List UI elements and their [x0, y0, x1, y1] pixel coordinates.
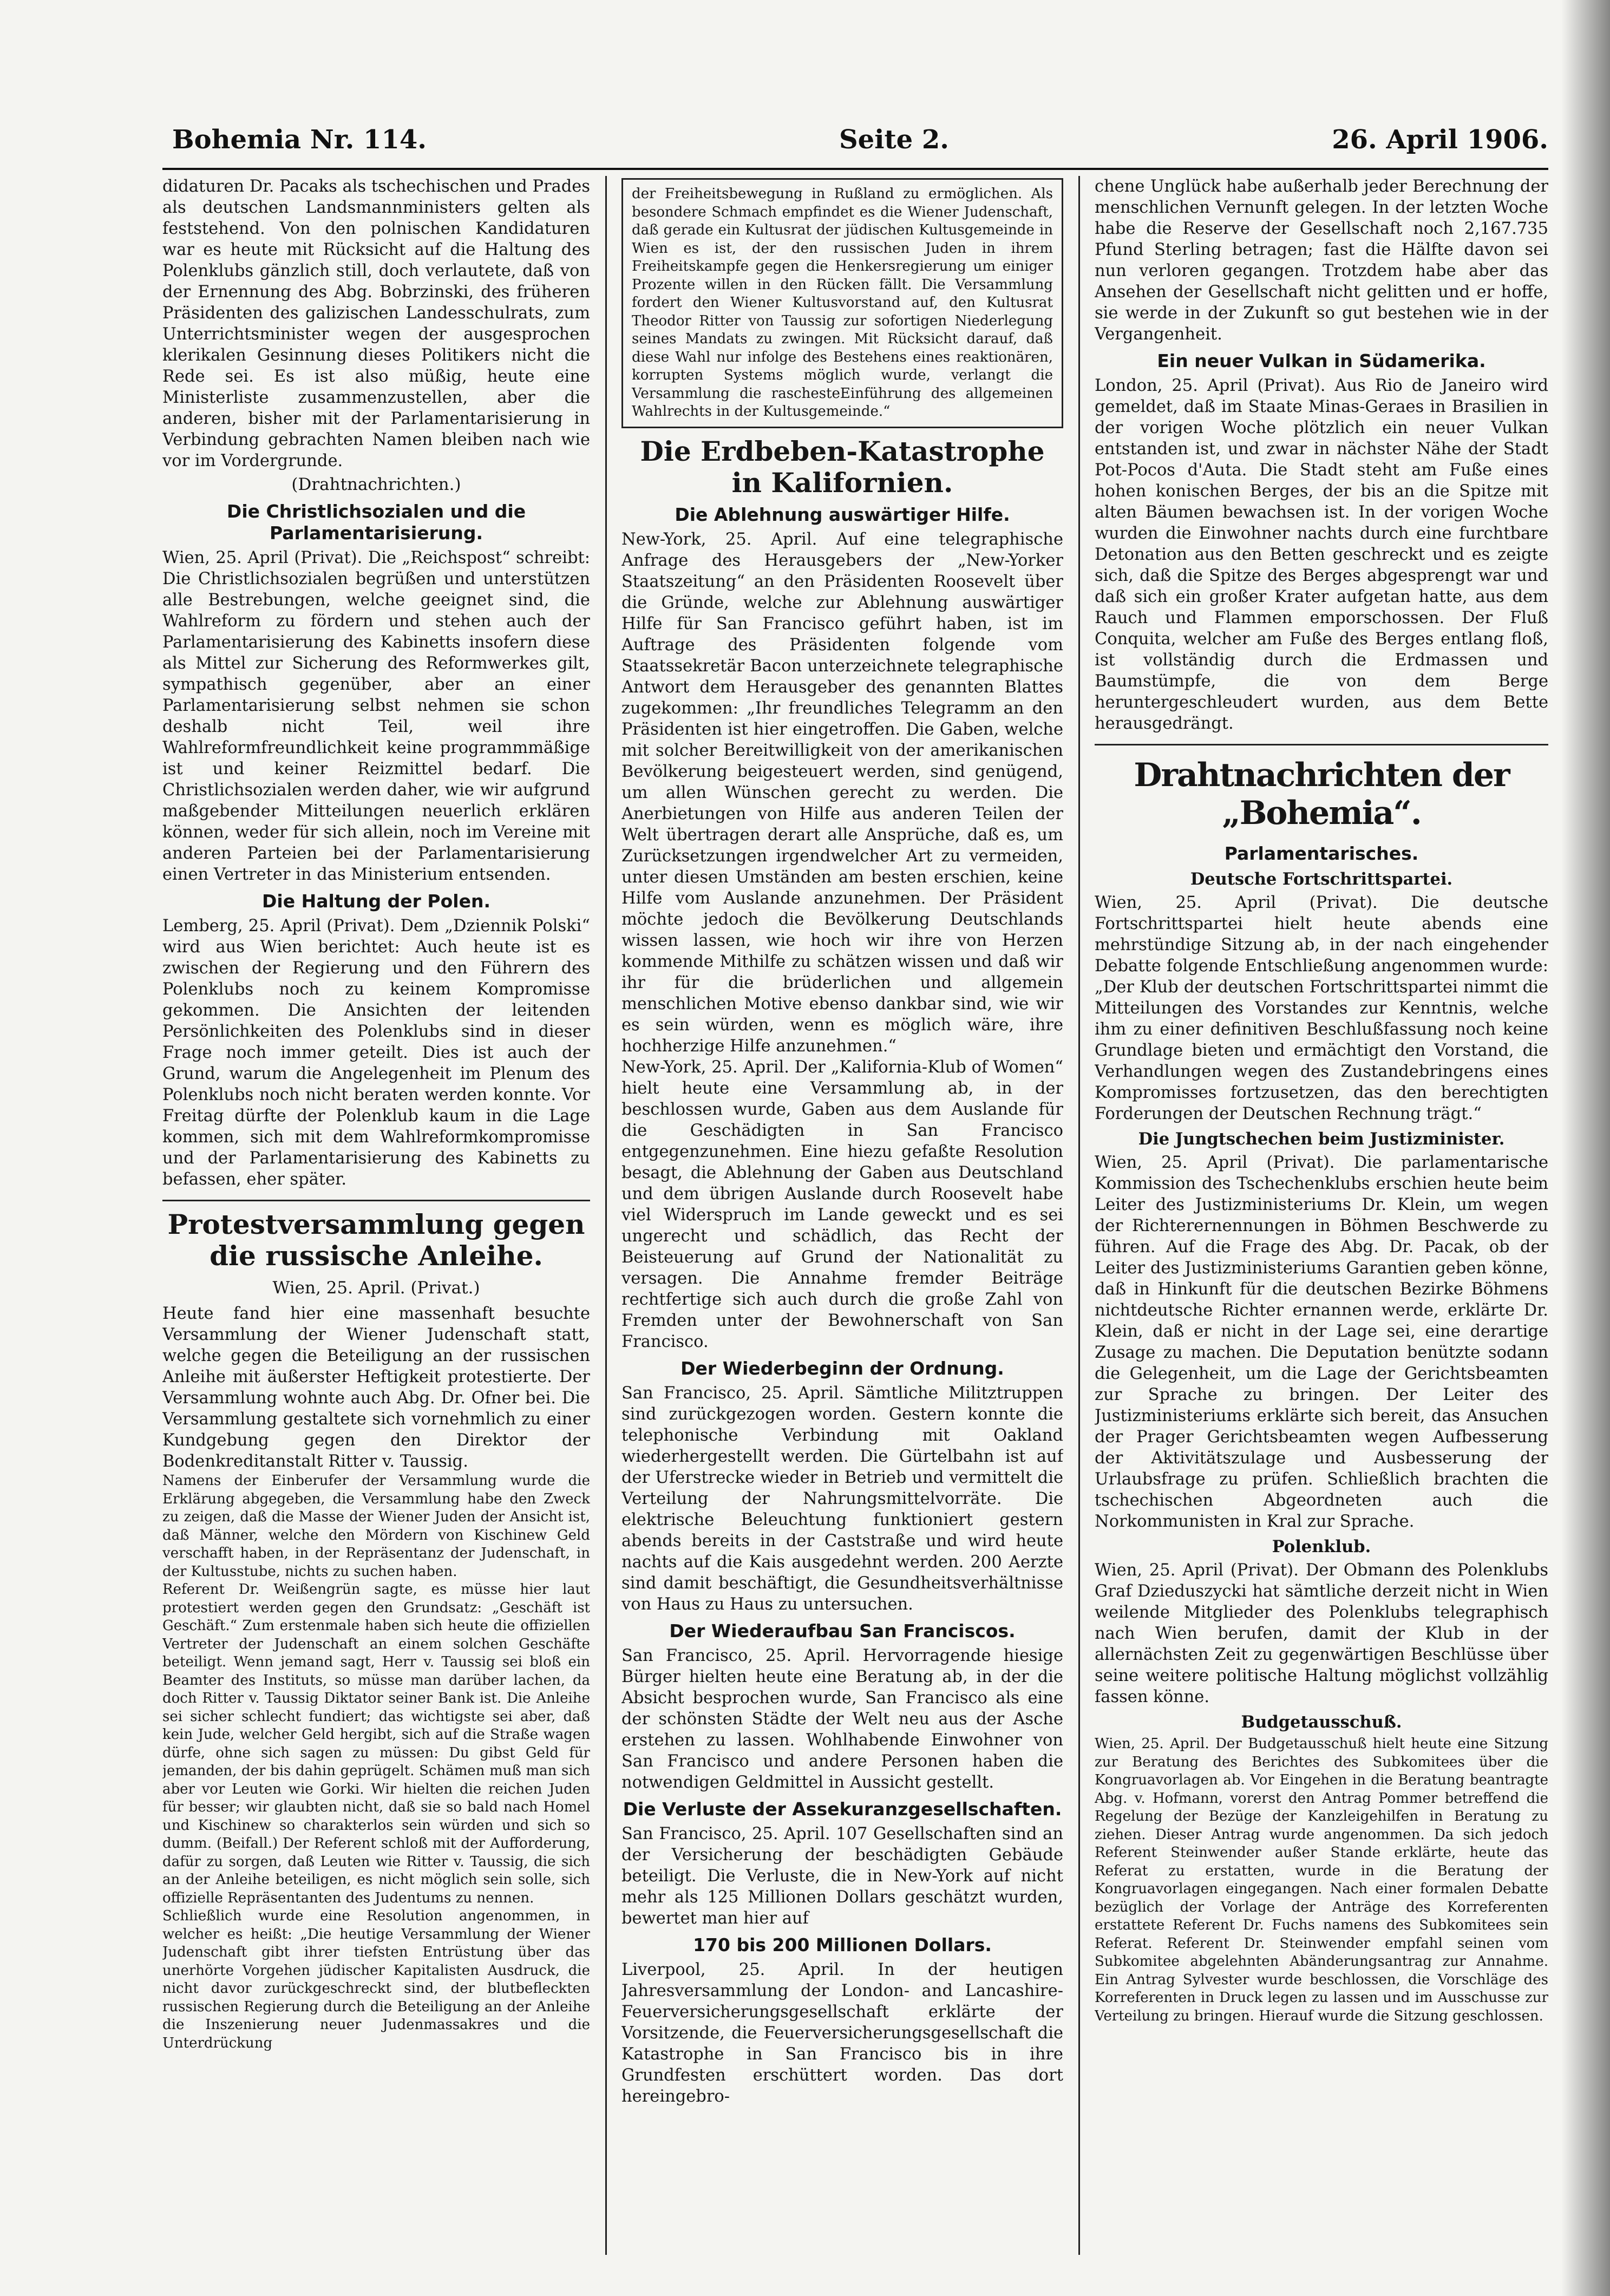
article-subheadline: Der Wiederaufbau San Franciscos. — [669, 1620, 1016, 1641]
article-subheadline: Die Verluste der Assekuranzgesellschaften. — [623, 1798, 1062, 1820]
column-3 — [1095, 176, 1548, 2255]
divider — [1095, 744, 1548, 745]
header-masthead: Bohemia Nr. 114. — [172, 125, 427, 155]
article-headline: Die Haltung der Polen. — [262, 891, 490, 912]
article-text: New-York, 25. April. Der „Kalifornia-Klub of Women“ hielt heute eine Versammlung ab, in der beschlossen wurde, Gaben aus dem Auslande für die Geschädigten in San Francisco entgegenzunehmen. Eine hiezu gefaßte Resolution besagt, die Ablehnung der Gaben aus Deutschland und dem übrigen Auslande durch Roosevelt habe viel Widerspruch im Lande geweckt und es sei ungerecht und schädlich, das Recht der Beisteuerung auf Grund der Nationalität zu versagen. Die Annahme fremder Beiträge rechtfertige sich auch durch die große Zahl von Fremden unter der Bewohnerschaft von San Francisco. — [621, 1057, 1063, 1351]
scan-edge-shadow — [1561, 0, 1610, 2296]
article-text: New-York, 25. April. Auf eine telegraphische Anfrage des Herausgebers der „New-Yorker Staatszeitung“ an den Präsidenten Roosevelt über die Gründe, welche zur Ablehnung auswärtiger Hilfe für San Francisco geführt haben, ist im Auftrage des Präsidenten folgende vom Staatssekretär Bacon unterzeichnete telegraphische Antwort dem Herausgeber des genannten Blattes zugekommen: „Ihr freundliches Telegramm an den Präsidenten ist hier eingetroffen. Die Gaben, welche mit solcher Bereitwilligkeit von der amerikanischen Bevölkerung beigesteuert werden, sind genügend, um allen Wünschen gerecht zu werden. Die Anerbietungen von Hilfe aus anderen Teilen der Welt übertragen derart alle Ansprüche, daß es, um Zurücksetzungen irgendwelcher Art zu vermeiden, unter diesen Umständen am besten erschien, keine Hilfe vom Auslande anzunehmen. Der Präsident möchte jedoch die Bevölkerung Deutschlands wissen lassen, wie hoch wir ihre von Herzen kommende Mithilfe zu schätzen wissen und daß wir ihr für die brüderlichen und allgemein menschlichen Motive ebenso dankbar sind, wie wir es sein würden, wenn es möglich wäre, ihre hochherzige Hilfe anzunehmen.“ — [621, 529, 1063, 1056]
article-text: chene Unglück habe außerhalb jeder Berechnung der menschlichen Vernunft gelegen. In der letzten Woche habe die Reserve der Gesellschaft noch 2,167.735 Pfund Sterling betragen; fast die Hälfte davon sei nun verloren gegangen. Trotzdem habe aber das Ansehen der Gesellschaft nicht gelitten und er hoffe, sie werde in der Zukunft so gut bestehen wie in der Vergangenheit. — [1095, 177, 1548, 344]
newspaper-page — [162, 125, 1548, 2258]
article-text-small: Wien, 25. April. Der Budgetausschuß hielt heute eine Sitzung zur Beratung des Berichtes des Subkomitees über die Kongruavorlagen ab. Vor Eingehen in die Beratung beantragte Abg. v. Hofmann, vorerst den Antrag Pommer betreffend die Regelung der Bezüge der Kanzleigehilfen in Beratung zu ziehen. Dieser Antrag wurde angenommen. Da sich jedoch Referent Steinwender außer Stande erklärte, heute das Referat zu erstatten, wurde in die Beratung der Kongruavorlagen eingegangen. Nach einer formalen Debatte bezüglich der Vorlage der Anträge des Korreferenten erstattete Referent Dr. Fuchs namens des Subkomitees sein Referat. Referent Dr. Steinwender empfahl seinen vom Subkomitee abgelehnten Abänderungsantrag zur Annahme. Ein Antrag Sylvester wurde beschlossen, die Vorschläge des Korreferenten in Druck legen zu lassen und im Ausschusse zur Verteilung zu bringen. Hierauf wurde die Sitzung geschlossen. — [1095, 1736, 1548, 2024]
article-text: Liverpool, 25. April. In der heutigen Jahresversammlung der London- and Lancashire-Feuerversicherungsgesellschaft erklärte der Vorsitzende, die Feuerversicherungsgesellschaft die Katastrophe in San Francisco bis in ihre Grundfesten erschüttert worden. Das dort hereingebro- — [621, 1960, 1063, 2106]
continued-box — [621, 178, 1063, 428]
article-text: Lemberg, 25. April (Privat). Dem „Dziennik Polski“ wird aus Wien berichtet: Auch heute ist es zwischen der Regierung und den Führern des Polenklubs noch zu keinem Kompromisse gekommen. Die Ansichten der leitenden Persönlichkeiten des Polenklubs sind in dieser Frage noch immer geteilt. Dies ist auch der Grund, warum die Angelegenheit im Plenum des Polenklubs noch nicht beraten werden konnte. Vor Freitag dürfte der Polenklub kaum in die Lage kommen, sich mit dem Wahlreformkompromisse und der Parlamentarisierung des Kabinetts zu befassen, eher später. — [162, 917, 590, 1189]
column-1 — [162, 176, 590, 2255]
article-text: didaturen Dr. Pacaks als tschechischen und Prades als deutschen Landsmannministers gelten als feststehend. Von den polnischen Kandidaturen war es heute mit Rücksicht auf die Haltung des Polenklubs gänzlich still, doch verlautete, daß von der Ernennung des Abg. Bobrzinski, des früheren Präsidenten des galizischen Landesschulrats, zum Unterrichtsminister wegen der ausgesprochen klerikalen Gesinnung dieses Politikers nicht die Rede sei. Es ist also müßig, heute eine Ministerliste zusammenzustellen, aber die anderen, bisher mit der Parlamentarisierung in Verbindung gebrachten Namen bleiben nach wie vor im Vordergrunde. — [162, 177, 590, 470]
article-subheadline: Die Jungtschechen beim Justizminister. — [1138, 1129, 1505, 1149]
page-header — [162, 125, 1548, 170]
article-text-small: Namens der Einberufer der Versammlung wurde die Erklärung abgegeben, die Versammlung habe den Zweck zu zeigen, daß die Masse der Wiener Juden der Ansicht ist, daß Männer, welche den Mördern von Kischinew Geld verschafft haben, in der Repräsentanz der Judenschaft, in der Kultusstube, nichts zu suchen haben. — [162, 1473, 590, 1580]
article-subheadline: Polenklub. — [1272, 1537, 1371, 1556]
section-label: (Drahtnachrichten.) — [291, 475, 461, 494]
article-text-small: Referent Dr. Weißengrün sagte, es müsse hier laut protestiert werden gegen den Grundsatz: „Geschäft ist Geschäft.“ Zum erstenmale haben sich heute die offiziellen Vertreter der Judenschaft an einem solchen Geschäfte beteiligt. Wenn jemand sagt, Herr v. Taussig sei bloß ein Beamter des Instituts, so müsse man darüber lachen, da doch Ritter v. Taussig Diktator seiner Bank ist. Die Anleihe sei sicher schlecht fundiert; das wichtigste sei aber, daß kein Jude, welcher Geld hergibt, sich auf die Straße wagen dürfe, ohne sich sagen zu müssen: Du gibst Geld für jemanden, der bis dahin geprügelt. Schämen muß man sich aber vor Leuten wie Gorki. Wir hielten die reichen Juden für besser; wir glaubten nicht, daß sie so bald nach Homel und Kischinew so charakterlos sein würden und sich so dumm. (Beifall.) Der Referent schloß mit der Aufforderung, dafür zu sorgen, daß Leuten wie Ritter v. Taussig, die sich an der Anleihe beteiligen, es nicht möglich sein solle, sich offizielle Repräsentanten des Judentums zu nennen. — [162, 1581, 590, 1906]
article-subheadline: Deutsche Fortschrittspartei. — [1190, 869, 1453, 889]
article-headline: Die Christlichsozialen und die Parlamentarisierung. — [226, 501, 526, 544]
dateline: Wien, 25. April. (Privat.) — [272, 1278, 480, 1298]
column-rule — [1078, 176, 1080, 2255]
article-subheadline: Die Ablehnung auswärtiger Hilfe. — [675, 503, 1010, 525]
section-banner: Drahtnachrichten der „Bohemia“. — [1134, 756, 1509, 832]
column-rule — [605, 176, 607, 2255]
article-text: Wien, 25. April (Privat). Die „Reichspost“ schreibt: Die Christlichsozialen begrüßen und unterstützen alle Bestrebungen, welche geeignet sind, die Wahlreform zu fördern und stehen auch der Parlamentarisierung des Kabinetts insofern diese als Mittel zur Sicherung des Reformwerkes gilt, sympathisch gegenüber, aber an einer Parlamentarisierung selbst nehmen sie schon deshalb nicht Teil, weil ihre Wahlreformfreundlichkeit keine programmmäßige ist und keiner Reizmittel bedarf. Die Christlichsozialen werden daher, wie wir aufgrund maßgebender Mitteilungen neuerlich erklären können, weder für sich allein, noch im Vereine mit anderen Parteien bei der Parlamentarisierung einen Vertreter in das Ministerium entsenden. — [162, 548, 590, 884]
article-text: Wien, 25. April (Privat). Die parlamentarische Kommission des Tschechenklubs erschien heute beim Leiter des Justizministeriums Dr. Klein, um wegen der Richterernennungen in Böhmen Beschwerde zu führen. Auf die Frage des Abg. Dr. Pacak, ob der Leiter des Justizministeriums Garantien geben könne, daß in Hinkunft für die deutschen Bezirke Böhmens nichtdeutsche Richter ernannen werde, erklärte Dr. Klein, daß er nicht in der Lage sei, eine derartige Zusage zu machen. Die Deputation benützte sodann die Gelegenheit, um die Lage der Gerichtsbeamten zur Sprache zu bringen. Der Leiter des Justizministeriums erklärte sich bereit, das Ansuchen der Prager Gerichtsbeamten wegen Aufbesserung der Aktivitätszulage und Ausbesserung der Urlaubsfrage zu prüfen. Schließlich brachten die tschechischen Abgeordneten auch die Norkommunisten in Kral zur Sprache. — [1095, 1153, 1548, 1531]
section-title: Parlamentarisches. — [1224, 843, 1419, 864]
article-text: San Francisco, 25. April. Sämtliche Militztruppen sind zurückgezogen worden. Gestern konnte die telephonische Verbindung mit Oakland wiederhergestellt werden. Die Gürtelbahn ist auf der Uferstrecke wieder in Betrieb und vermittelt die Verteilung der Nahrungsmittelvorräte. Die elektrische Beleuchtung funktioniert gestern abends bereits in der Caststraße und wird heute nachts auf die Kais ausgedehnt werden. 200 Aerzte sind damit beschäftigt, die Gesundheitsverhältnisse von Haus zu Haus zu untersuchen. — [621, 1383, 1063, 1614]
article-headline: Ein neuer Vulkan in Südamerika. — [1157, 350, 1486, 371]
article-headline: Die Erdbeben-Katastrophe in Kalifornien. — [640, 435, 1045, 499]
column-2 — [621, 176, 1063, 2255]
article-text: Heute fand hier eine massenhaft besuchte Versammlung der Wiener Judenschaft statt, welche gegen die Beteiligung an der russischen Anleihe mit äußerster Heftigkeit protestierte. Der Versammlung wohnte auch Abg. Dr. Ofner bei. Die Versammlung gestaltete sich vornehmlich zu einer Kundgebung gegen den Direktor der Bodenkreditanstalt Ritter v. Taussig. — [162, 1304, 590, 1471]
article-subheadline: Budgetausschuß. — [1241, 1712, 1402, 1732]
emphasis-line: 170 bis 200 Millionen Dollars. — [693, 1934, 992, 1955]
article-text: San Francisco, 25. April. 107 Gesellschaften sind an der Versicherung der beschädigten Gebäude beteiligt. Die Verluste, die in New-York auf nicht mehr als 125 Millionen Dollars geschätzt wurden, bewertet man hier auf — [621, 1824, 1063, 1928]
article-headline: Protestversammlung gegen die russische Anleihe. — [167, 1208, 585, 1272]
article-subheadline: Der Wiederbeginn der Ordnung. — [680, 1357, 1004, 1379]
header-date: 26. April 1906. — [1332, 125, 1548, 155]
divider — [162, 1200, 590, 1201]
columns — [162, 176, 1548, 2255]
article-text-small: Schließlich wurde eine Resolution angenommen, in welcher es heißt: „Die heutige Versammlung der Wiener Judenschaft gibt ihrer tiefsten Entrüstung über das unerhörte Vorgehen jüdischer Kapitalisten Ausdruck, die nicht davor zurückgeschreckt sind, der blutbefleckten russischen Regierung durch die Beteiligung an der Anleihe die Inszenierung neuer Judenmassakres und die Unterdrückung — [162, 1908, 590, 2051]
article-text: London, 25. April (Privat). Aus Rio de Janeiro wird gemeldet, daß im Staate Minas-Geraes in Brasilien in der vorigen Woche plötzlich ein neuer Vulkan entstanden ist, und zwar in nächster Nähe der Stadt Pot-Pocos d'Auta. Die Stadt steht am Fuße eines hohen konischen Berges, der bis an die Spitze mit alten Bäumen bewachsen ist. In der vorigen Woche wurden die Einwohner nachts durch eine furchtbare Detonation aus den Betten geschreckt und es zeigte sich, daß die Spitze des Berges abgesprengt war und daß sich ein großer Krater aufgetan hatte, aus dem Rauch und Flammen emporschossen. Der Fluß Conquita, welcher am Fuße des Berges entlang floß, ist vollständig durch die Erdmassen und Baumstümpfe, die von dem Berge heruntergeschleudert wurden, aus dem Bette herausgedrängt. — [1095, 376, 1548, 733]
article-text: Wien, 25. April (Privat). Die deutsche Fortschrittspartei hielt heute abends eine mehrstündige Sitzung ab, in der nach eingehender Debatte folgende Entschließung angenommen wurde: „Der Klub der deutschen Fortschrittspartei nimmt die Mitteilungen des Vorstandes zur Kenntnis, welche ihm zu einer definitiven Beschlußfassung noch keine Grundlage bieten und ermächtigt den Vorstand, die Verhandlungen wegen des Zustandebringens eines Kompromisses fortzusetzen, das den berechtigten Forderungen der Deutschen Rechnung trägt.“ — [1095, 893, 1548, 1123]
header-page-number: Seite 2. — [839, 125, 949, 155]
article-text: San Francisco, 25. April. Hervorragende hiesige Bürger hielten heute eine Beratung ab, in der die Absicht besprochen wurde, San Francisco als eine der schönsten Städte der Welt neu aus der Asche erstehen zu lassen. Wohlhabende Einwohner von San Francisco und andere Personen haben die notwendigen Geldmittel in Aussicht gestellt. — [621, 1646, 1063, 1792]
article-text-small: der Freiheitsbewegung in Rußland zu ermöglichen. Als besondere Schmach empfindet es die Wiener Judenschaft, daß gerade ein Kultusrat der jüdischen Kultusgemeinde in Wien es ist, der den russischen Juden in ihrem Freiheitskampfe gegen die Henkersregierung um einiger Prozente willen in den Rücken fällt. Die Versammlung fordert den Wiener Kultusvorstand auf, den Kultusrat Theodor Ritter von Taussig zur sofortigen Niederlegung seines Mandats zu zwingen. Mit Rücksicht darauf, daß diese Wahl nur infolge des Bestehens eines reaktionären, korrupten Systems möglich wurde, verlangt die Versammlung die raschesteEinführung des allgemeinen Wahlrechts in der Kultusgemeinde.“ — [632, 186, 1053, 420]
article-text: Wien, 25. April (Privat). Der Obmann des Polenklubs Graf Dzieduszycki hat sämtliche derzeit nicht in Wien weilende Mitglieder des Polenklubs telegraphisch nach Wien berufen, damit der Klub in der allernächsten Zeit zu gegenwärtigen Beschlüsse über seine weitere politische Haltung möglichst vollzählig fassen könne. — [1095, 1561, 1548, 1706]
